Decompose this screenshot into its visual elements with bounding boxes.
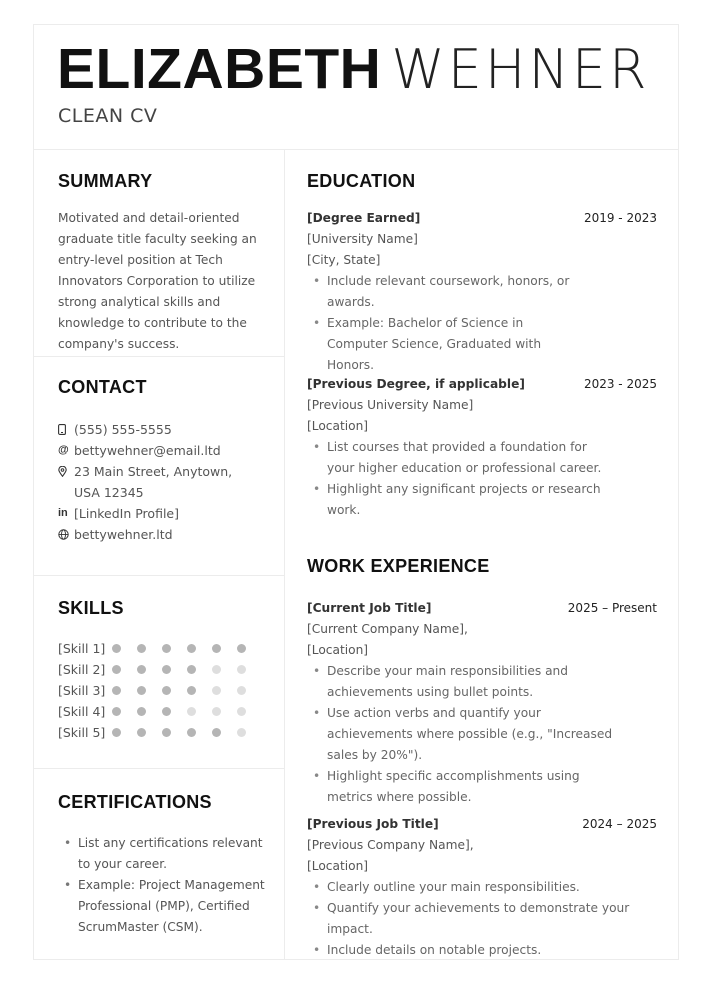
skill-dot-empty xyxy=(237,686,246,695)
skill-row xyxy=(58,701,262,722)
skill-dot-filled xyxy=(137,686,146,695)
contact-phone xyxy=(58,419,232,440)
skill-dot-empty xyxy=(212,707,221,716)
skill-dot-filled xyxy=(162,686,171,695)
full-name xyxy=(57,37,650,101)
entry-date: 2023 - 2025 xyxy=(583,377,657,391)
skill-dot-filled xyxy=(112,707,121,716)
entry-line: [Location] xyxy=(307,643,369,657)
entry-line: [Current Company Name], xyxy=(307,622,468,636)
list-item: • Use action verbs and quantify your achievements where possible (e.g., "Increased sales by 20%"). xyxy=(313,703,623,766)
email-text[interactable]: bettywehner@email.ltd xyxy=(74,443,221,458)
skill-label: [Skill 1] xyxy=(58,641,106,656)
summary-heading: SUMMARY xyxy=(58,171,153,191)
skill-label: [Skill 2] xyxy=(58,662,106,677)
entry-line: [Location] xyxy=(307,859,369,873)
contact-linkedin xyxy=(58,503,232,524)
contact-address xyxy=(58,461,232,503)
last-name: WEHNER xyxy=(391,38,650,101)
certifications-heading: CERTIFICATIONS xyxy=(58,792,212,812)
address-text xyxy=(74,461,232,503)
skill-level-dots xyxy=(112,707,262,716)
first-name: ELIZABETH xyxy=(57,37,382,101)
skill-dot-empty xyxy=(187,707,196,716)
skill-row xyxy=(58,722,262,743)
list-item: • Example: Bachelor of Science in Computer Science, Graduated with Honors. xyxy=(313,313,583,376)
skill-level-dots xyxy=(112,644,262,653)
linkedin-icon: in xyxy=(58,507,68,519)
skill-row xyxy=(58,659,262,680)
skills-section xyxy=(34,576,284,769)
skill-dot-filled xyxy=(187,728,196,737)
skill-dot-filled xyxy=(137,665,146,674)
skill-dot-filled xyxy=(187,665,196,674)
contact-heading: CONTACT xyxy=(58,377,147,397)
phone-text: (555) 555-5555 xyxy=(74,422,172,437)
degree-title: [Previous Degree, if applicable] xyxy=(307,377,525,391)
skill-dot-filled xyxy=(162,707,171,716)
certifications-list xyxy=(64,833,274,938)
skill-dot-filled xyxy=(212,728,221,737)
entry-line: [University Name] xyxy=(307,232,418,246)
phone-icon xyxy=(58,419,74,440)
entry-date: 2025 – Present xyxy=(567,601,657,615)
contact-email xyxy=(58,440,232,461)
list-item: • List any certifications relevant to your career. xyxy=(64,833,274,875)
entry-line: [Previous Company Name], xyxy=(307,838,474,852)
skill-dot-filled xyxy=(112,686,121,695)
summary-text: Motivated and detail-oriented graduate title faculty seeking an entry-level position at Tech Innovators Corporation to utilize strong analytical skills and knowledge to contribute to the company's success. xyxy=(58,211,257,351)
location-pin-icon xyxy=(58,461,74,482)
skill-dot-filled xyxy=(137,644,146,653)
skill-dot-filled xyxy=(212,644,221,653)
globe-icon xyxy=(58,524,74,545)
cv-subtitle: CLEAN CV xyxy=(58,105,158,127)
entry-bullets xyxy=(313,271,583,376)
at-icon: @ xyxy=(58,444,69,456)
skill-dot-empty xyxy=(237,665,246,674)
entry-line: [Previous University Name] xyxy=(307,398,474,412)
entry-bullets xyxy=(313,877,657,961)
linkedin-text[interactable]: [LinkedIn Profile] xyxy=(74,506,179,521)
skill-label: [Skill 4] xyxy=(58,704,106,719)
list-item: • Quantify your achievements to demonstrate your impact. xyxy=(313,898,657,940)
address-line-1: 23 Main Street, Anytown, xyxy=(74,464,233,479)
degree-title: [Degree Earned] xyxy=(307,211,421,225)
skill-dot-filled xyxy=(112,728,121,737)
skill-dot-filled xyxy=(162,644,171,653)
skill-level-dots xyxy=(112,686,262,695)
entry-line: [City, State] xyxy=(307,253,381,267)
entry-line: [Location] xyxy=(307,419,369,433)
skill-dot-filled xyxy=(137,728,146,737)
skill-row xyxy=(58,680,262,701)
job-title: [Previous Job Title] xyxy=(307,817,439,831)
entry-bullets xyxy=(313,661,623,808)
skill-label: [Skill 3] xyxy=(58,683,106,698)
skill-dot-filled xyxy=(112,665,121,674)
skill-dot-empty xyxy=(237,707,246,716)
column-divider xyxy=(284,150,285,960)
entry-date: 2019 - 2023 xyxy=(583,211,657,225)
skill-dot-filled xyxy=(187,644,196,653)
website-text[interactable]: bettywehner.ltd xyxy=(74,527,173,542)
skill-level-dots xyxy=(112,665,262,674)
contact-section xyxy=(34,357,284,576)
entry-date: 2024 – 2025 xyxy=(582,817,657,831)
cv-page xyxy=(33,24,679,960)
education-entry xyxy=(307,208,657,376)
skill-dot-filled xyxy=(237,644,246,653)
education-heading: EDUCATION xyxy=(307,171,416,191)
skill-dot-empty xyxy=(212,686,221,695)
skills-heading: SKILLS xyxy=(58,598,124,618)
certifications-section xyxy=(34,769,284,959)
education-entry xyxy=(307,374,657,521)
skill-dot-empty xyxy=(237,728,246,737)
job-title: [Current Job Title] xyxy=(307,601,432,615)
skill-dot-filled xyxy=(137,707,146,716)
list-item: • Clearly outline your main responsibilities. xyxy=(313,877,657,898)
entry-bullets xyxy=(313,437,603,521)
skill-dot-filled xyxy=(162,665,171,674)
work-experience-heading: WORK EXPERIENCE xyxy=(307,556,490,576)
cv-header xyxy=(34,25,678,150)
skill-dot-filled xyxy=(112,644,121,653)
skill-dot-empty xyxy=(212,665,221,674)
skill-row xyxy=(58,638,262,659)
list-item: • Highlight any significant projects or research work. xyxy=(313,479,603,521)
skill-dot-filled xyxy=(187,686,196,695)
skill-level-dots xyxy=(112,728,262,737)
summary-section xyxy=(34,150,284,357)
skill-label: [Skill 5] xyxy=(58,725,106,740)
list-item: • Include details on notable projects. xyxy=(313,940,657,961)
work-entry xyxy=(307,598,657,808)
address-line-2: USA 12345 xyxy=(74,485,144,500)
contact-list xyxy=(58,419,232,545)
skill-dot-filled xyxy=(162,728,171,737)
work-entry xyxy=(307,814,657,961)
list-item: • List courses that provided a foundation for your higher education or professional career. xyxy=(313,437,603,479)
contact-website xyxy=(58,524,232,545)
skills-list xyxy=(58,638,262,743)
list-item: • Describe your main responsibilities and achievements using bullet points. xyxy=(313,661,623,703)
list-item: • Example: Project Management Professional (PMP), Certified ScrumMaster (CSM). xyxy=(64,875,274,938)
list-item: • Highlight specific accomplishments using metrics where possible. xyxy=(313,766,623,808)
list-item: • Include relevant coursework, honors, or awards. xyxy=(313,271,583,313)
